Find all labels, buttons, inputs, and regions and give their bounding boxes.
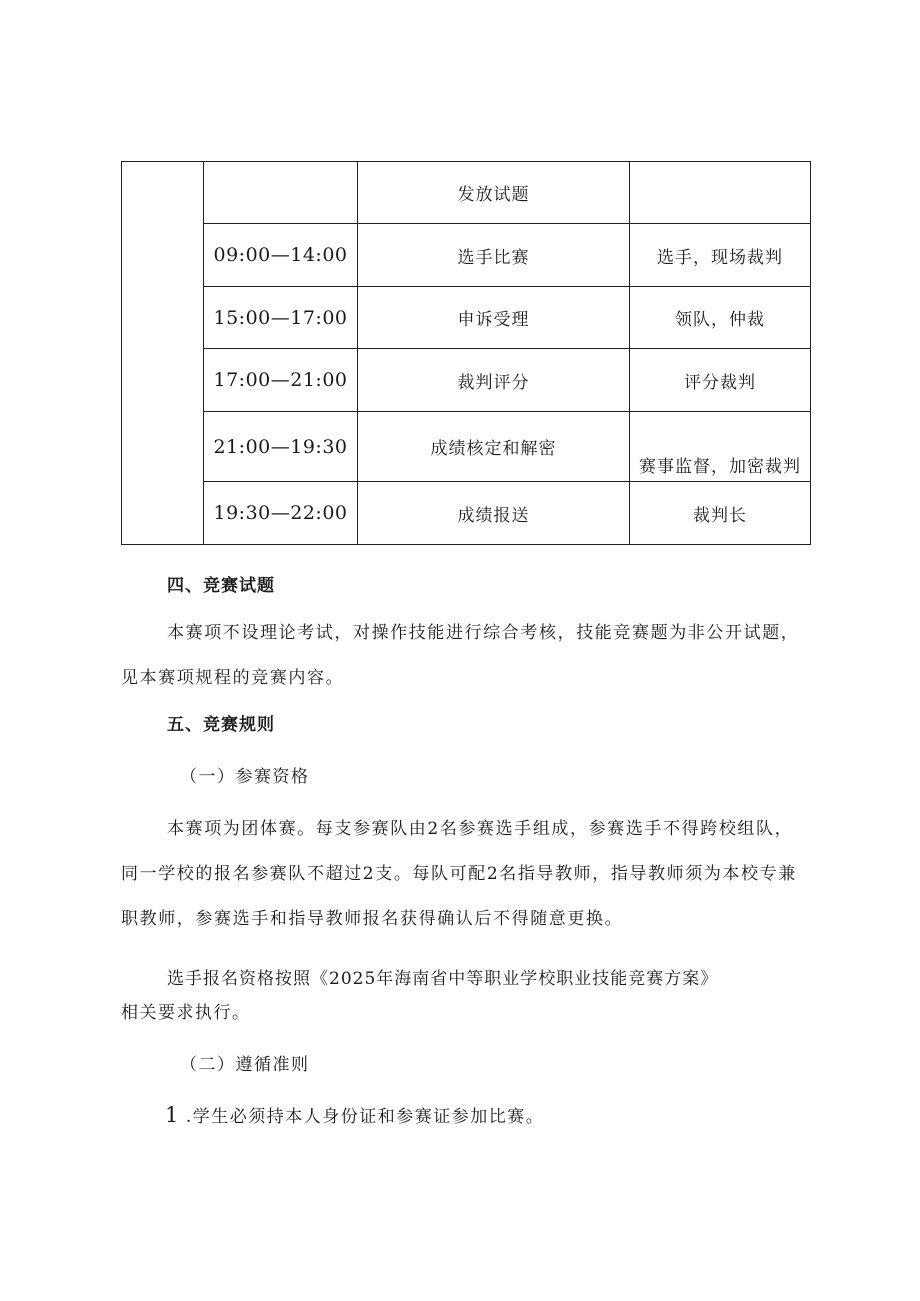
activity-cell: 选手比赛 — [358, 224, 630, 287]
section-4-heading: 四、竞赛试题 — [167, 576, 275, 596]
table-row — [122, 482, 811, 545]
rule-item-number: 1 — [165, 1103, 180, 1127]
time-cell — [204, 162, 358, 224]
qualification-basis-line: 选手报名资格按照《2025年海南省中等职业学校职业技能竞赛方案》 — [167, 969, 719, 989]
merged-date-cell — [122, 162, 204, 545]
rule-item-1 — [165, 1102, 544, 1127]
activity-cell: 发放试题 — [358, 162, 630, 224]
time-cell: 19:30—22:00 — [204, 482, 358, 545]
personnel-cell: 领队，仲裁 — [630, 287, 811, 349]
qualification-paragraph: 本赛项为团体赛。每支参赛队由2名参赛选手组成，参赛选手不得跨校组队，同一学校的报名参赛队不超过2支。每队可配2名指导教师，指导教师须为本校专兼职教师，参赛选手和指导教师报名获得确认后不得随意更换。 — [121, 819, 797, 929]
table-row — [122, 412, 811, 482]
activity-cell: 申诉受理 — [358, 287, 630, 349]
activity-cell: 成绩报送 — [358, 482, 630, 545]
table-row — [122, 162, 811, 224]
time-cell: 17:00—21:00 — [204, 349, 358, 412]
activity-cell: 裁判评分 — [358, 349, 630, 412]
qualification-basis-line-2: 相关要求执行。 — [121, 1003, 251, 1023]
time-cell: 15:00—17:00 — [204, 287, 358, 349]
personnel-cell: 赛事监督，加密裁判 — [630, 412, 811, 482]
time-cell: 09:00—14:00 — [204, 224, 358, 287]
section-5-heading: 五、竞赛规则 — [167, 715, 275, 735]
subsection-1-heading: （一）参赛资格 — [180, 767, 310, 787]
activity-cell: 成绩核定和解密 — [358, 412, 630, 482]
table-row — [122, 349, 811, 412]
section-4-paragraph: 本赛项不设理论考试，对操作技能进行综合考核，技能竞赛题为非公开试题，见本赛项规程的竞赛内容。 — [121, 623, 800, 688]
personnel-cell: 裁判长 — [630, 482, 811, 545]
personnel-cell — [630, 162, 811, 224]
subsection-2-heading: （二）遵循准则 — [180, 1055, 310, 1075]
table-row — [122, 224, 811, 287]
personnel-cell: 选手，现场裁判 — [630, 224, 811, 287]
time-cell: 21:00—19:30 — [204, 412, 358, 482]
personnel-cell: 评分裁判 — [630, 349, 811, 412]
rule-item-text: .学生必须持本人身份证和参赛证参加比赛。 — [185, 1107, 545, 1127]
schedule-table — [121, 161, 811, 545]
table-row — [122, 287, 811, 349]
